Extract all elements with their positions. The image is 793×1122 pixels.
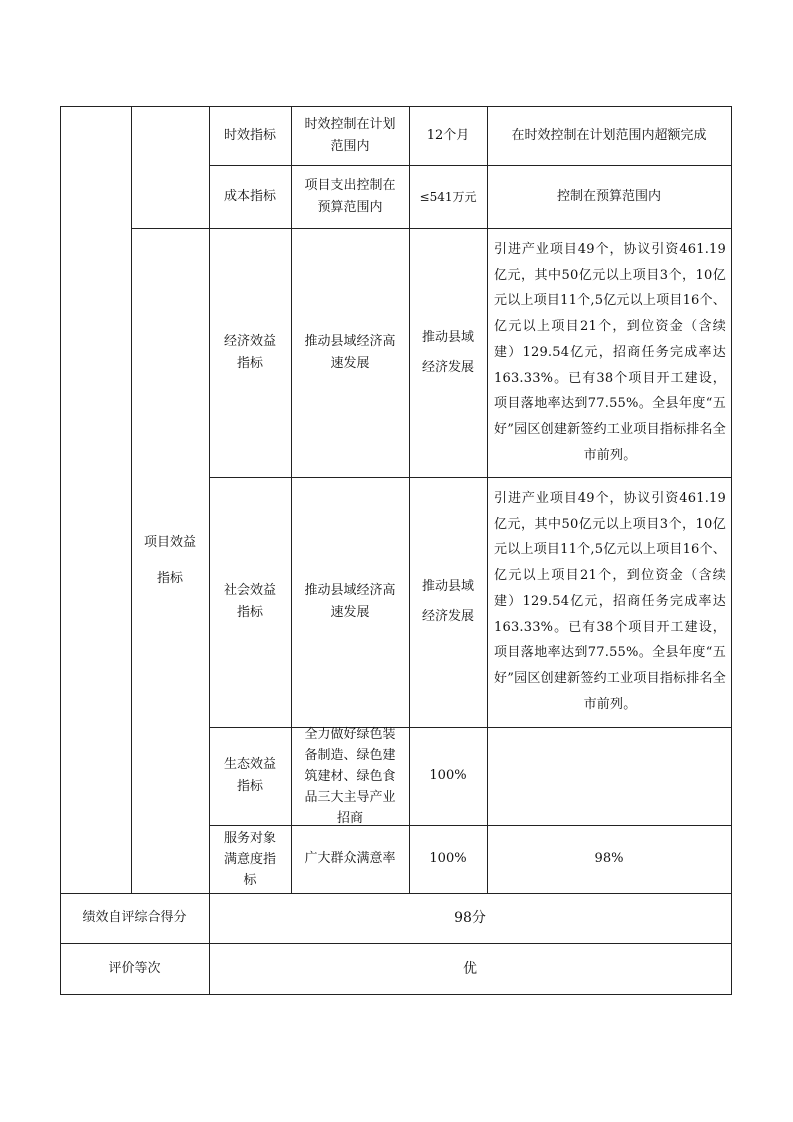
metric-actual: [487, 727, 731, 825]
metric-content: 推动县域经济高速发展: [304, 333, 396, 371]
metric-content: 项目支出控制在预算范围内: [304, 177, 396, 215]
table-border-right: [731, 106, 732, 995]
metric-target: 推动县域经济发展: [421, 579, 474, 624]
metric-actual: 控制在预算范围内: [556, 188, 661, 204]
metric-name: 社会效益指标: [223, 583, 276, 620]
grade-value: 优: [463, 960, 477, 977]
metric-content: 时效控制在计划范围内: [304, 116, 396, 154]
metric-target: 100%: [429, 851, 467, 866]
metric-actual: 在时效控制在计划范围内超额完成: [511, 127, 707, 143]
metric-target: ≤541万元: [419, 189, 477, 204]
metric-name: 时效指标: [223, 127, 276, 143]
metric-content: 推动县域经济高速发展: [304, 583, 396, 620]
metric-content: 广大群众满意率: [304, 851, 396, 866]
score-value: 98分: [454, 910, 486, 926]
metric-name: 经济效益指标: [223, 333, 276, 371]
metric-target: 推动县域经济发展: [421, 329, 474, 375]
table-border-bottom: [60, 994, 731, 995]
metric-content: 全力做好绿色装备制造、绿色建筑建材、绿色食品三大主导产业招商: [304, 726, 396, 826]
metric-name: 服务对象满意度指标: [223, 830, 276, 888]
metric-actual: 引进产业项目49个，协议引资461.19亿元，其中50亿元以上项目3个，10亿元以上项目11个,5亿元以上项目16个、亿元以上项目21个，到位资金（含续建）129.54亿元，招商任务完成率达163.33%。已有38个项目开工建设，项目落地率达到77.55%。全县年度“五好”园区创建新签约工业项目指标排名全市前列。: [494, 491, 726, 712]
metric-name: 成本指标: [223, 188, 276, 204]
score-label: 绩效自评综合得分: [82, 910, 187, 925]
table-border-left: [60, 106, 61, 995]
grade-label: 评价等次: [108, 960, 161, 976]
metric-target: 12个月: [426, 127, 470, 143]
metric-actual: 引进产业项目49个，协议引资461.19亿元，其中50亿元以上项目3个，10亿元以上项目11个,5亿元以上项目16个、亿元以上项目21个，到位资金（含续建）129.54亿元，招商任务完成率达163.33%。已有38个项目开工建设，项目落地率达到77.55%。全县年度“五好”园区创建新签约工业项目指标排名全市前列。: [494, 242, 726, 463]
category-label: 项目效益指标: [143, 534, 196, 586]
metric-target: 100%: [429, 768, 467, 783]
metric-name: 生态效益指标: [223, 757, 276, 794]
metric-actual: 98%: [594, 851, 624, 866]
